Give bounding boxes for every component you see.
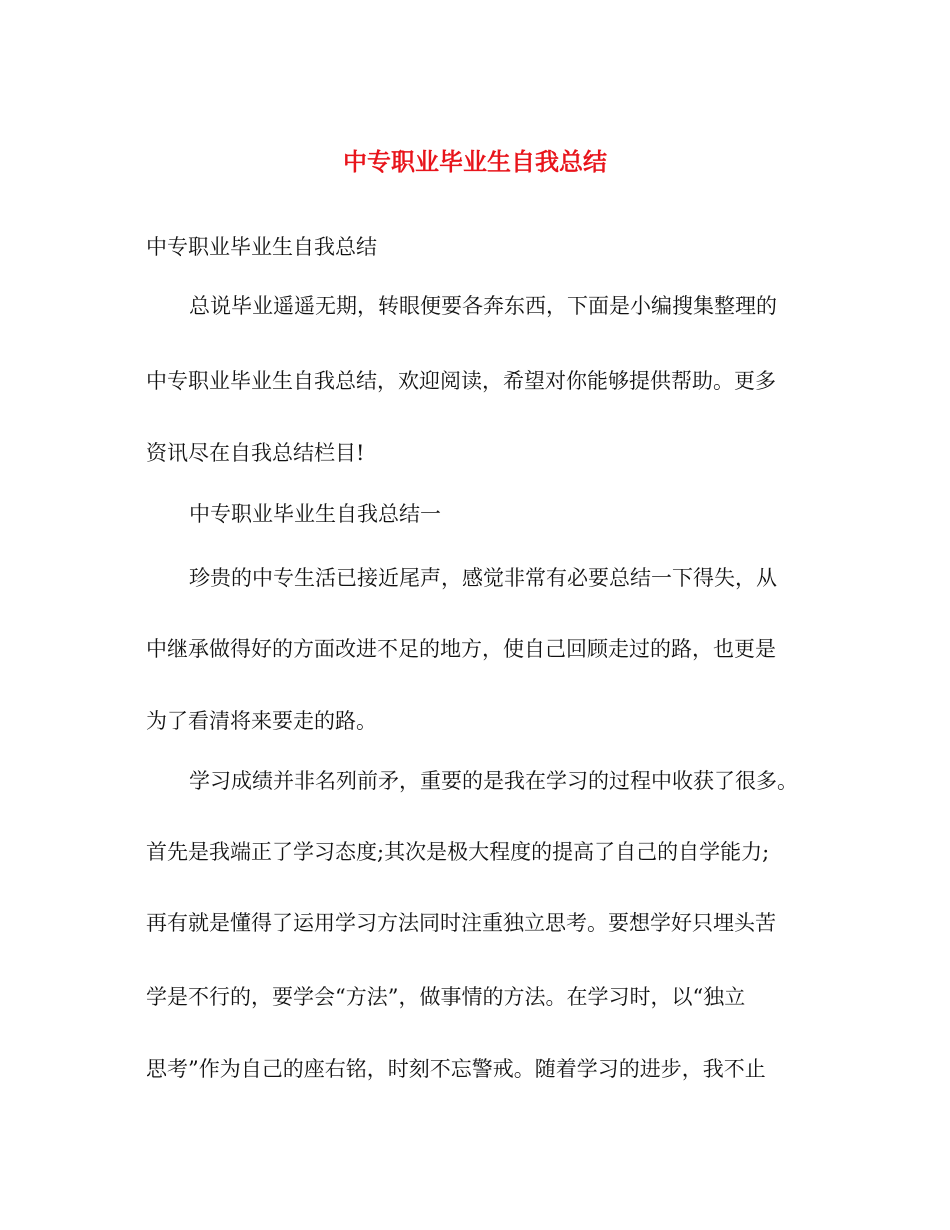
body-line: 中继承做得好的方面改进不足的地方，使自己回顾走过的路，也更是 [146,637,776,661]
body-line: 资讯尽在自我总结栏目! [146,441,365,465]
body-line: 中专职业毕业生自我总结，欢迎阅读，希望对你能够提供帮助。更多 [146,369,776,393]
body-line: 总说毕业遥遥无期，转眼便要各奔东西，下面是小编搜集整理的 [189,294,777,318]
body-line: 学习成绩并非名列前矛，重要的是我在学习的过程中收获了很多。 [189,769,798,793]
body-line: 为了看清将来要走的路。 [146,709,377,733]
document-title: 中专职业毕业生自我总结 [343,148,607,176]
body-line: 中专职业毕业生自我总结 [146,235,377,259]
body-line: 再有就是懂得了运用学习方法同时注重独立思考。要想学好只埋头苦 [146,911,776,935]
body-line: 首先是我端正了学习态度;其次是极大程度的提高了自己的自学能力; [146,840,770,864]
body-line: 思考”作为自己的座右铭，时刻不忘警戒。随着学习的进步，我不止 [146,1057,766,1081]
body-line: 学是不行的，要学会“方法”，做事情的方法。在学习时，以“独立 [146,985,746,1009]
body-line: 珍贵的中专生活已接近尾声，感觉非常有必要总结一下得失，从 [189,566,777,590]
body-line: 中专职业毕业生自我总结一 [189,502,441,526]
